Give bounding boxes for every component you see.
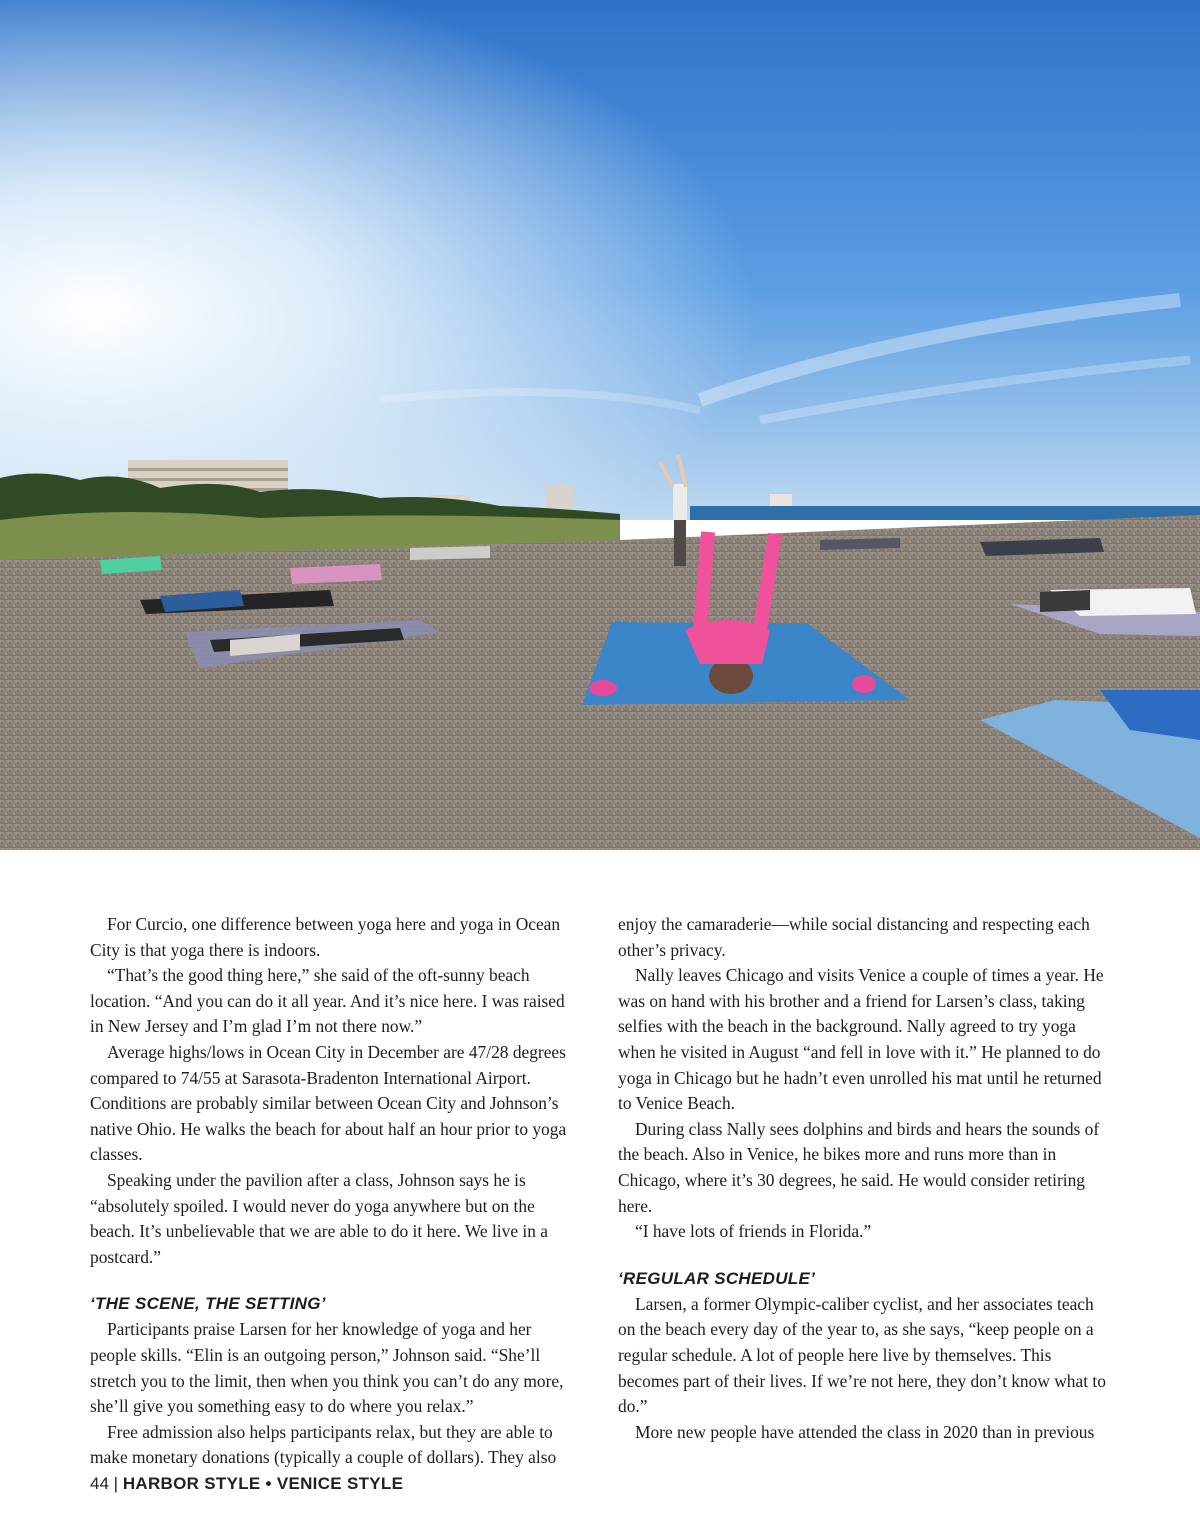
body-paragraph: During class Nally sees dolphins and birds and hears the sounds of the beach. Also in Venice, he bikes more and runs more than in Chicago, where it’s 30 degrees, he said. He would consider retiring here. bbox=[618, 1118, 1100, 1216]
body-paragraph: More new people have attended the class in 2020 than in previous bbox=[635, 1421, 1095, 1442]
footer-separator: | bbox=[113, 1474, 119, 1493]
publication-name: HARBOR STYLE • VENICE STYLE bbox=[122, 1474, 404, 1493]
section-subhead: ‘REGULAR SCHEDULE’ bbox=[618, 1268, 816, 1288]
body-paragraph: Larsen, a former Olympic-caliber cyclist, and her associates teach on the beach every day of the year to, as she says, “keep people on a regular schedule. A lot of people here live by themselves. This becomes part of their lives. If we’re not here, they don’t know what to do.” bbox=[618, 1293, 1106, 1417]
section-subhead: ‘THE SCENE, THE SETTING’ bbox=[90, 1294, 326, 1314]
body-paragraph: Free admission also helps participants relax, but they are able to make monetary donations (typically a couple of dollars). They also bbox=[90, 1421, 557, 1468]
page-footer bbox=[90, 1474, 403, 1494]
body-paragraph: Participants praise Larsen for her knowledge of yoga and her people skills. “Elin is an outgoing person,” Johnson said. “She’ll stretch you to the limit, then when you think you can’t do any more, she’ll give you something easy to do where you relax.” bbox=[90, 1319, 564, 1417]
body-paragraph: “That’s the good thing here,” she said of the oft-sunny beach location. “And you can do it all year. And it’s nice here. I was raised in New Jersey and I’m glad I’m not there now.” bbox=[90, 965, 565, 1037]
article-right-column bbox=[618, 912, 1108, 1445]
page-number: 44 bbox=[90, 1474, 109, 1493]
body-paragraph: Nally leaves Chicago and visits Venice a couple of times a year. He was on hand with his brother and a friend for Larsen’s class, taking selfies with the beach in the background. Nally agreed to try yoga when he visited in August “and fell in love with it.” He planned to do yoga in Chicago but he hadn’t even unrolled his mat until he returned to Venice Beach. bbox=[618, 965, 1104, 1114]
body-paragraph: enjoy the camaraderie—while social distancing and respecting each other’s privacy. bbox=[618, 914, 1090, 960]
article-left-column bbox=[90, 912, 580, 1471]
body-paragraph: Average highs/lows in Ocean City in December are 47/28 degrees compared to 74/55 at Sarasota-Bradenton International Airport. Conditions are probably similar between Ocean City and Johnson’s native Ohio. He walks the beach for about half an hour prior to yoga classes. bbox=[90, 1041, 567, 1165]
body-paragraph: “I have lots of friends in Florida.” bbox=[635, 1221, 872, 1242]
body-paragraph: For Curcio, one difference between yoga here and yoga in Ocean City is that yoga there is indoors. bbox=[90, 914, 561, 960]
body-paragraph: Speaking under the pavilion after a class, Johnson says he is “absolutely spoiled. I would never do yoga anywhere but on the beach. It’s unbelievable that we are able to do it here. We live in a postcard.” bbox=[90, 1169, 548, 1267]
